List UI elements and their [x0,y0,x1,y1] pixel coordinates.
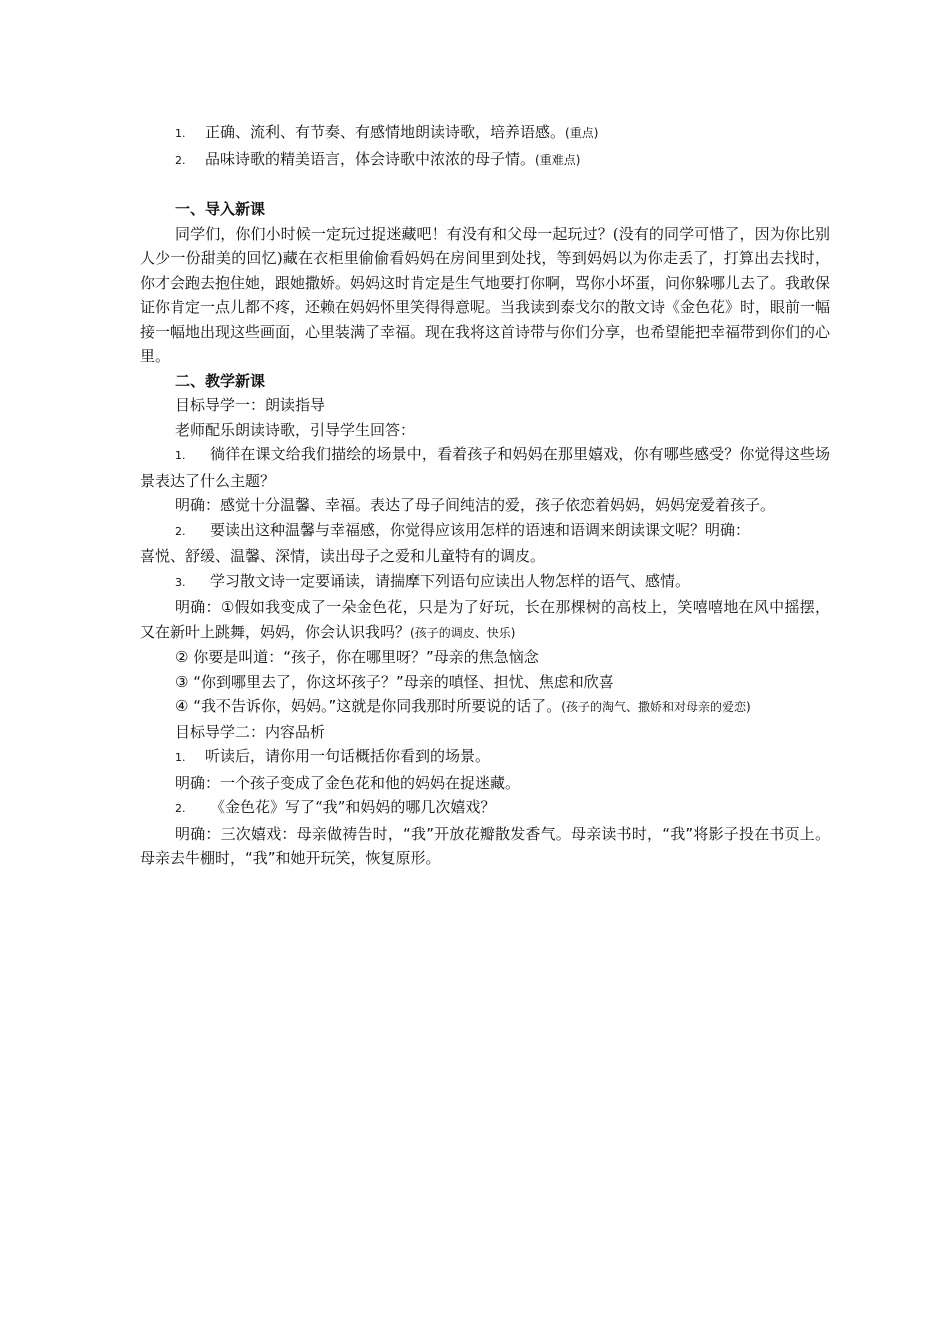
lesson-content [140,120,830,871]
goal1-answer-3-3: ③ “你到哪里去了，你这坏孩子？”母亲的嗔怪、担忧、焦虑和欣喜 [175,672,614,691]
goal2-answer-1: 明确：一个孩子变成了金色花和他的妈妈在捉迷藏。 [175,773,521,792]
goal2-answer-2: 明确：三次嬉戏：母亲做祷告时，“我”开放花瓣散发香气。母亲读书时，“我”将影子投在书页上。母亲去牛棚时，“我”和她开玩笑，恢复原形。 [140,824,830,867]
goal2-question-2: 2. 《金色花》写了“我”和妈妈的哪几次嬉戏？ [175,798,496,816]
goal1-question-1: 1. 徜徉在课文给我们描绘的场景中，看着孩子和妈妈在那里嬉戏，你有哪些感受？你觉得这些场景表达了什么主题？ [140,445,830,490]
goal1-question-2: 2. 要读出这种温馨与幸福感，你觉得应该用怎样的语速和语调来朗读课文呢？明确： [175,520,751,539]
goal1-question-3: 3. 学习散文诗一定要诵读，请揣摩下列语句应读出人物怎样的语气、感情。 [175,571,691,590]
section-heading-intro: 一、导入新课 [175,200,266,218]
goal2-title: 目标导学二：内容品析 [175,722,326,741]
goal1-answer-3-1: 明确：①假如我变成了一朵金色花，只是为了好玩，长在那棵树的高枝上，笑嘻嘻地在风中摇摆，又在新叶上跳舞，妈妈，你会认识我吗？(孩子的调皮、快乐) [140,598,830,641]
goal1-title: 目标导学一：朗读指导 [175,396,326,414]
goal1-answer-1: 明确：感觉十分温馨、幸福。表达了母子间纯洁的爱，孩子依恋着妈妈，妈妈宠爱着孩子。 [175,496,776,514]
intro-paragraph: 同学们，你们小时候一定玩过捉迷藏吧！有没有和父母一起玩过？(没有的同学可惜了，因为你比别人少一份甜美的回忆)藏在衣柜里偷偷看妈妈在房间里到处找，等到妈妈以为你走丢了，打算出去找时，你才会跑去抱住她，跟她撒娇。妈妈这时肯定是生气地要打你啊，骂你小坏蛋，问你躲哪儿去了。我敢保证你肯定一点儿都不疼，还赖在妈妈怀里笑得得意呢。当我读到泰戈尔的散文诗《金色花》时，眼前一幅接一幅地出现这些画面，心里装满了幸福。现在我将这首诗带与你们分享，也希望能把幸福带到你们的心里。 [140,224,831,365]
spacer [140,173,830,197]
goal1-lead: 老师配乐朗读诗歌，引导学生回答： [175,420,416,439]
objective-2: 2. 品味诗歌的精美语言，体会诗歌中浓浓的母子情。(重难点) [175,149,581,168]
goal1-answer-3-4: ④ “我不告诉你，妈妈。”这就是你同我那时所要说的话了。(孩子的淘气、撒娇和对母亲的爱恋) [175,697,751,715]
section-heading-teaching: 二、教学新课 [175,371,266,390]
goal2-question-1: 1. 听读后，请你用一句话概括你看到的场景。 [175,747,491,765]
goal1-answer-3-2: ② 你要是叫道：“孩子，你在哪里呀？”母亲的焦急恼念 [175,648,539,666]
objective-1: 1. 正确、流利、有节奏、有感情地朗读诗歌，培养语感。(重点) [175,123,599,141]
goal1-answer-2: 喜悦、舒缓、温馨、深情，读出母子之爱和儿童特有的调皮。 [140,547,546,565]
